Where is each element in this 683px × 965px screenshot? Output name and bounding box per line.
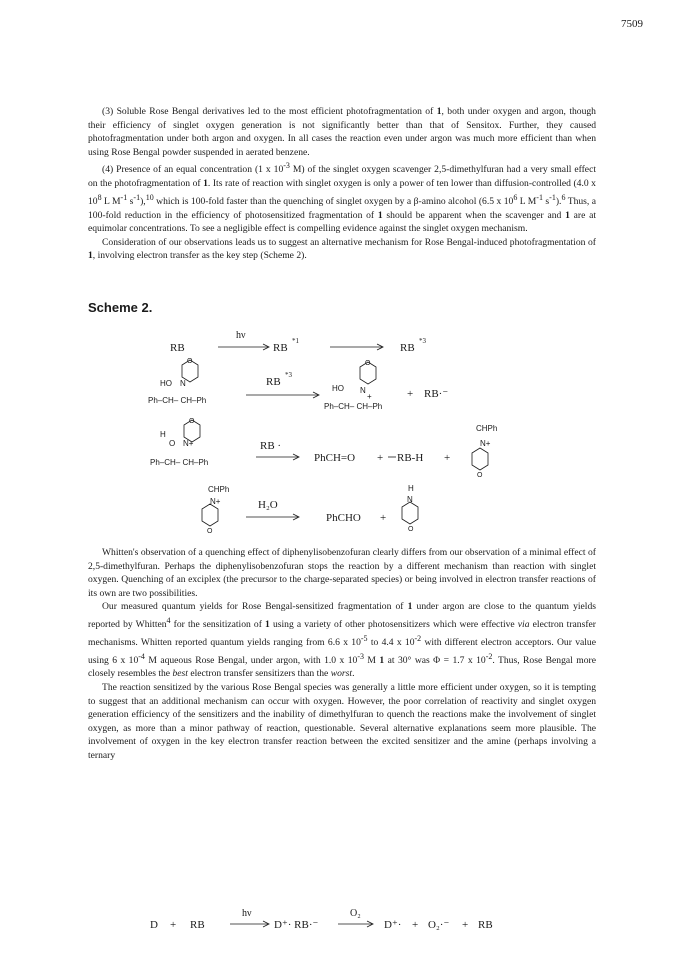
svg-text:HO: HO bbox=[332, 384, 344, 393]
paragraph-quantum: Our measured quantum yields for Rose Bengal-sensitized fragmentation of 1 under argon are close to the quantum yields reported by Whitten$^4$ for the sensitization of 1 using a variety of other photosensitizers which were effective via electron transfer mechanisms. Whitten reported quantum yields ranging from 6.6 x $10^{-5}$ to 4.4 x $10^{-2}$ with different electron acceptors. Our value using 6 x $10^{-4}$ M aqueous Rose Bengal, under argon, with 1.0 x $10^{-3}$ M 1 at 30° was Φ = 1.7 x $10^{-2}$. Thus, Rose Bengal more closely resembles the best electron transfer sensitizers than the worst. bbox=[88, 601, 596, 680]
scheme-title: Scheme 2. bbox=[88, 300, 153, 315]
svg-text:Ph–CH– CH–Ph: Ph–CH– CH–Ph bbox=[150, 458, 209, 467]
rb-triplet: RB bbox=[400, 342, 415, 354]
svg-text:RB·⁻: RB·⁻ bbox=[424, 388, 449, 400]
page-number: 7509 bbox=[621, 18, 643, 30]
svg-text:O: O bbox=[408, 526, 414, 533]
svg-text:RB ·: RB · bbox=[260, 440, 282, 452]
paragraph-4: (4) Presence of an equal concentration (1 x $10^{-3}$ M) of the singlet oxygen scavenger 2,5-dimethylfuran had a very small effect on the photofragmentation of 1. Its rate of reaction with singlet oxygen is only a power of ten lower than diffusion-controlled (4.0 x $10^8$ L $M^{-1}$ $s^{-1}),^{10}$ which is 100-fold faster than the quenching of singlet oxygen by a β-amino alcohol (6.5 x $10^6$ L $M^{-1}$ $s^{-1}).^6$ Thus, a 100-fold reduction in the efficiency of photosensitized fragmentation of 1 should be apparent when the scavenger and 1 are at equimolar concentrations. To see a negligible effect is compelling evidence against the singlet oxygen mechanism. bbox=[88, 161, 597, 235]
svg-text:HO: HO bbox=[160, 379, 172, 388]
svg-text:+: + bbox=[407, 388, 414, 400]
svg-text:Ph–CH– CH–Ph: Ph–CH– CH–Ph bbox=[148, 396, 207, 405]
svg-text:H: H bbox=[160, 430, 166, 439]
svg-text:D: D bbox=[150, 919, 158, 931]
svg-text:H: H bbox=[408, 484, 414, 493]
svg-text:N: N bbox=[407, 495, 413, 504]
svg-text:Ph–CH– CH–Ph: Ph–CH– CH–Ph bbox=[324, 402, 383, 411]
rb-singlet: RB bbox=[273, 342, 288, 354]
paragraph-oxygen: The reaction sensitized by the various Rose Bengal species was generally a little more efficient under oxygen, so it is tempting to suggest that an additional mechanism can occur with oxygen. However, the poor correlation of reactivity and singlet oxygen generation efficiency of the sensitizers and the inability of dimethylfuran to quench the reactions make the involvement of singlet oxygen, as more than a minor pathway of reaction, questionable. Several alternative explanations seem more plausible. The involvement of oxygen in the key electron transfer reaction between the excited sensitizer and the amine (perhaps involving a ternary bbox=[88, 681, 596, 761]
electron-transfer-equation bbox=[150, 906, 510, 936]
svg-text:*3: *3 bbox=[285, 371, 292, 379]
svg-text:O₂·⁻: O₂·⁻ bbox=[428, 919, 450, 931]
svg-text:N+: N+ bbox=[210, 497, 221, 506]
svg-text:CHPh: CHPh bbox=[208, 485, 230, 494]
morpholine-ring-6 bbox=[402, 502, 418, 524]
paragraph-whitten: Whitten's observation of a quenching effect of diphenylisobenzofuran clearly differs from our observation of a minimal effect of 2,5-dimethylfuran. Perhaps the diphenylisobenzofuran stops the reaction by a different mechanism than reaction with singlet oxygen. Quenching of an exciplex (the precursor to the charge-separated species) or being involved in electron transfer reactions of its own are two possibilities. bbox=[88, 547, 596, 599]
svg-text:O: O bbox=[169, 439, 176, 448]
svg-text:RB: RB bbox=[478, 919, 493, 931]
rb-ground: RB bbox=[170, 342, 185, 354]
svg-text:+: + bbox=[170, 919, 177, 931]
svg-text:H₂O: H₂O bbox=[258, 499, 278, 511]
morpholine-ring-4 bbox=[472, 448, 488, 470]
svg-text:O: O bbox=[207, 528, 213, 535]
rb-triplet-sup: *3 bbox=[419, 337, 426, 345]
svg-text:+: + bbox=[380, 512, 387, 524]
svg-text:+: + bbox=[462, 919, 469, 931]
svg-text:N+: N+ bbox=[183, 439, 194, 448]
scheme-diagram bbox=[120, 325, 580, 540]
svg-text:O₂: O₂ bbox=[350, 908, 361, 919]
svg-text:N: N bbox=[360, 386, 366, 395]
hv-label: hν bbox=[236, 330, 246, 341]
paragraph-3: (3) Soluble Rose Bengal derivatives led to the most efficient photofragmentation of 1, both under oxygen and argon, though their efficiency of singlet oxygen generation is not significantly better than that of Sensitox. Further, they caused photofragmentation under both argon and oxygen. In all cases the reaction even under argon was much more efficient than when using Rose Bengal powder suspended in aerated benzene. bbox=[88, 106, 596, 158]
svg-text:N: N bbox=[180, 379, 186, 388]
svg-text:+: + bbox=[377, 452, 384, 464]
svg-text:+: + bbox=[444, 452, 451, 464]
svg-text:CHPh: CHPh bbox=[476, 424, 498, 433]
svg-text:O: O bbox=[187, 358, 193, 365]
svg-text:+: + bbox=[412, 919, 419, 931]
svg-text:hν: hν bbox=[242, 908, 252, 919]
svg-text:O: O bbox=[365, 360, 371, 367]
morpholine-ring-5 bbox=[202, 504, 218, 526]
svg-text:RB: RB bbox=[266, 376, 281, 388]
svg-text:RB-H: RB-H bbox=[397, 452, 424, 464]
svg-text:PhCH=O: PhCH=O bbox=[314, 452, 356, 464]
svg-text:D⁺· RB·⁻: D⁺· RB·⁻ bbox=[274, 919, 319, 931]
svg-text:N+: N+ bbox=[480, 439, 491, 448]
paragraph-consideration: Consideration of our observations leads us to suggest an alternative mechanism for Rose Bengal-induced photofragmentation of 1, involving electron transfer as the key step (Scheme 2). bbox=[88, 236, 596, 262]
svg-text:O: O bbox=[477, 472, 483, 479]
rb-singlet-sup: *1 bbox=[292, 337, 299, 345]
text-block-lower bbox=[88, 546, 596, 762]
svg-text:PhCHO: PhCHO bbox=[326, 512, 361, 524]
svg-text:RB: RB bbox=[190, 919, 205, 931]
svg-text:O: O bbox=[189, 418, 195, 425]
text-block-upper bbox=[88, 105, 596, 263]
svg-text:D⁺·: D⁺· bbox=[384, 919, 402, 931]
svg-text:+: + bbox=[367, 392, 372, 401]
